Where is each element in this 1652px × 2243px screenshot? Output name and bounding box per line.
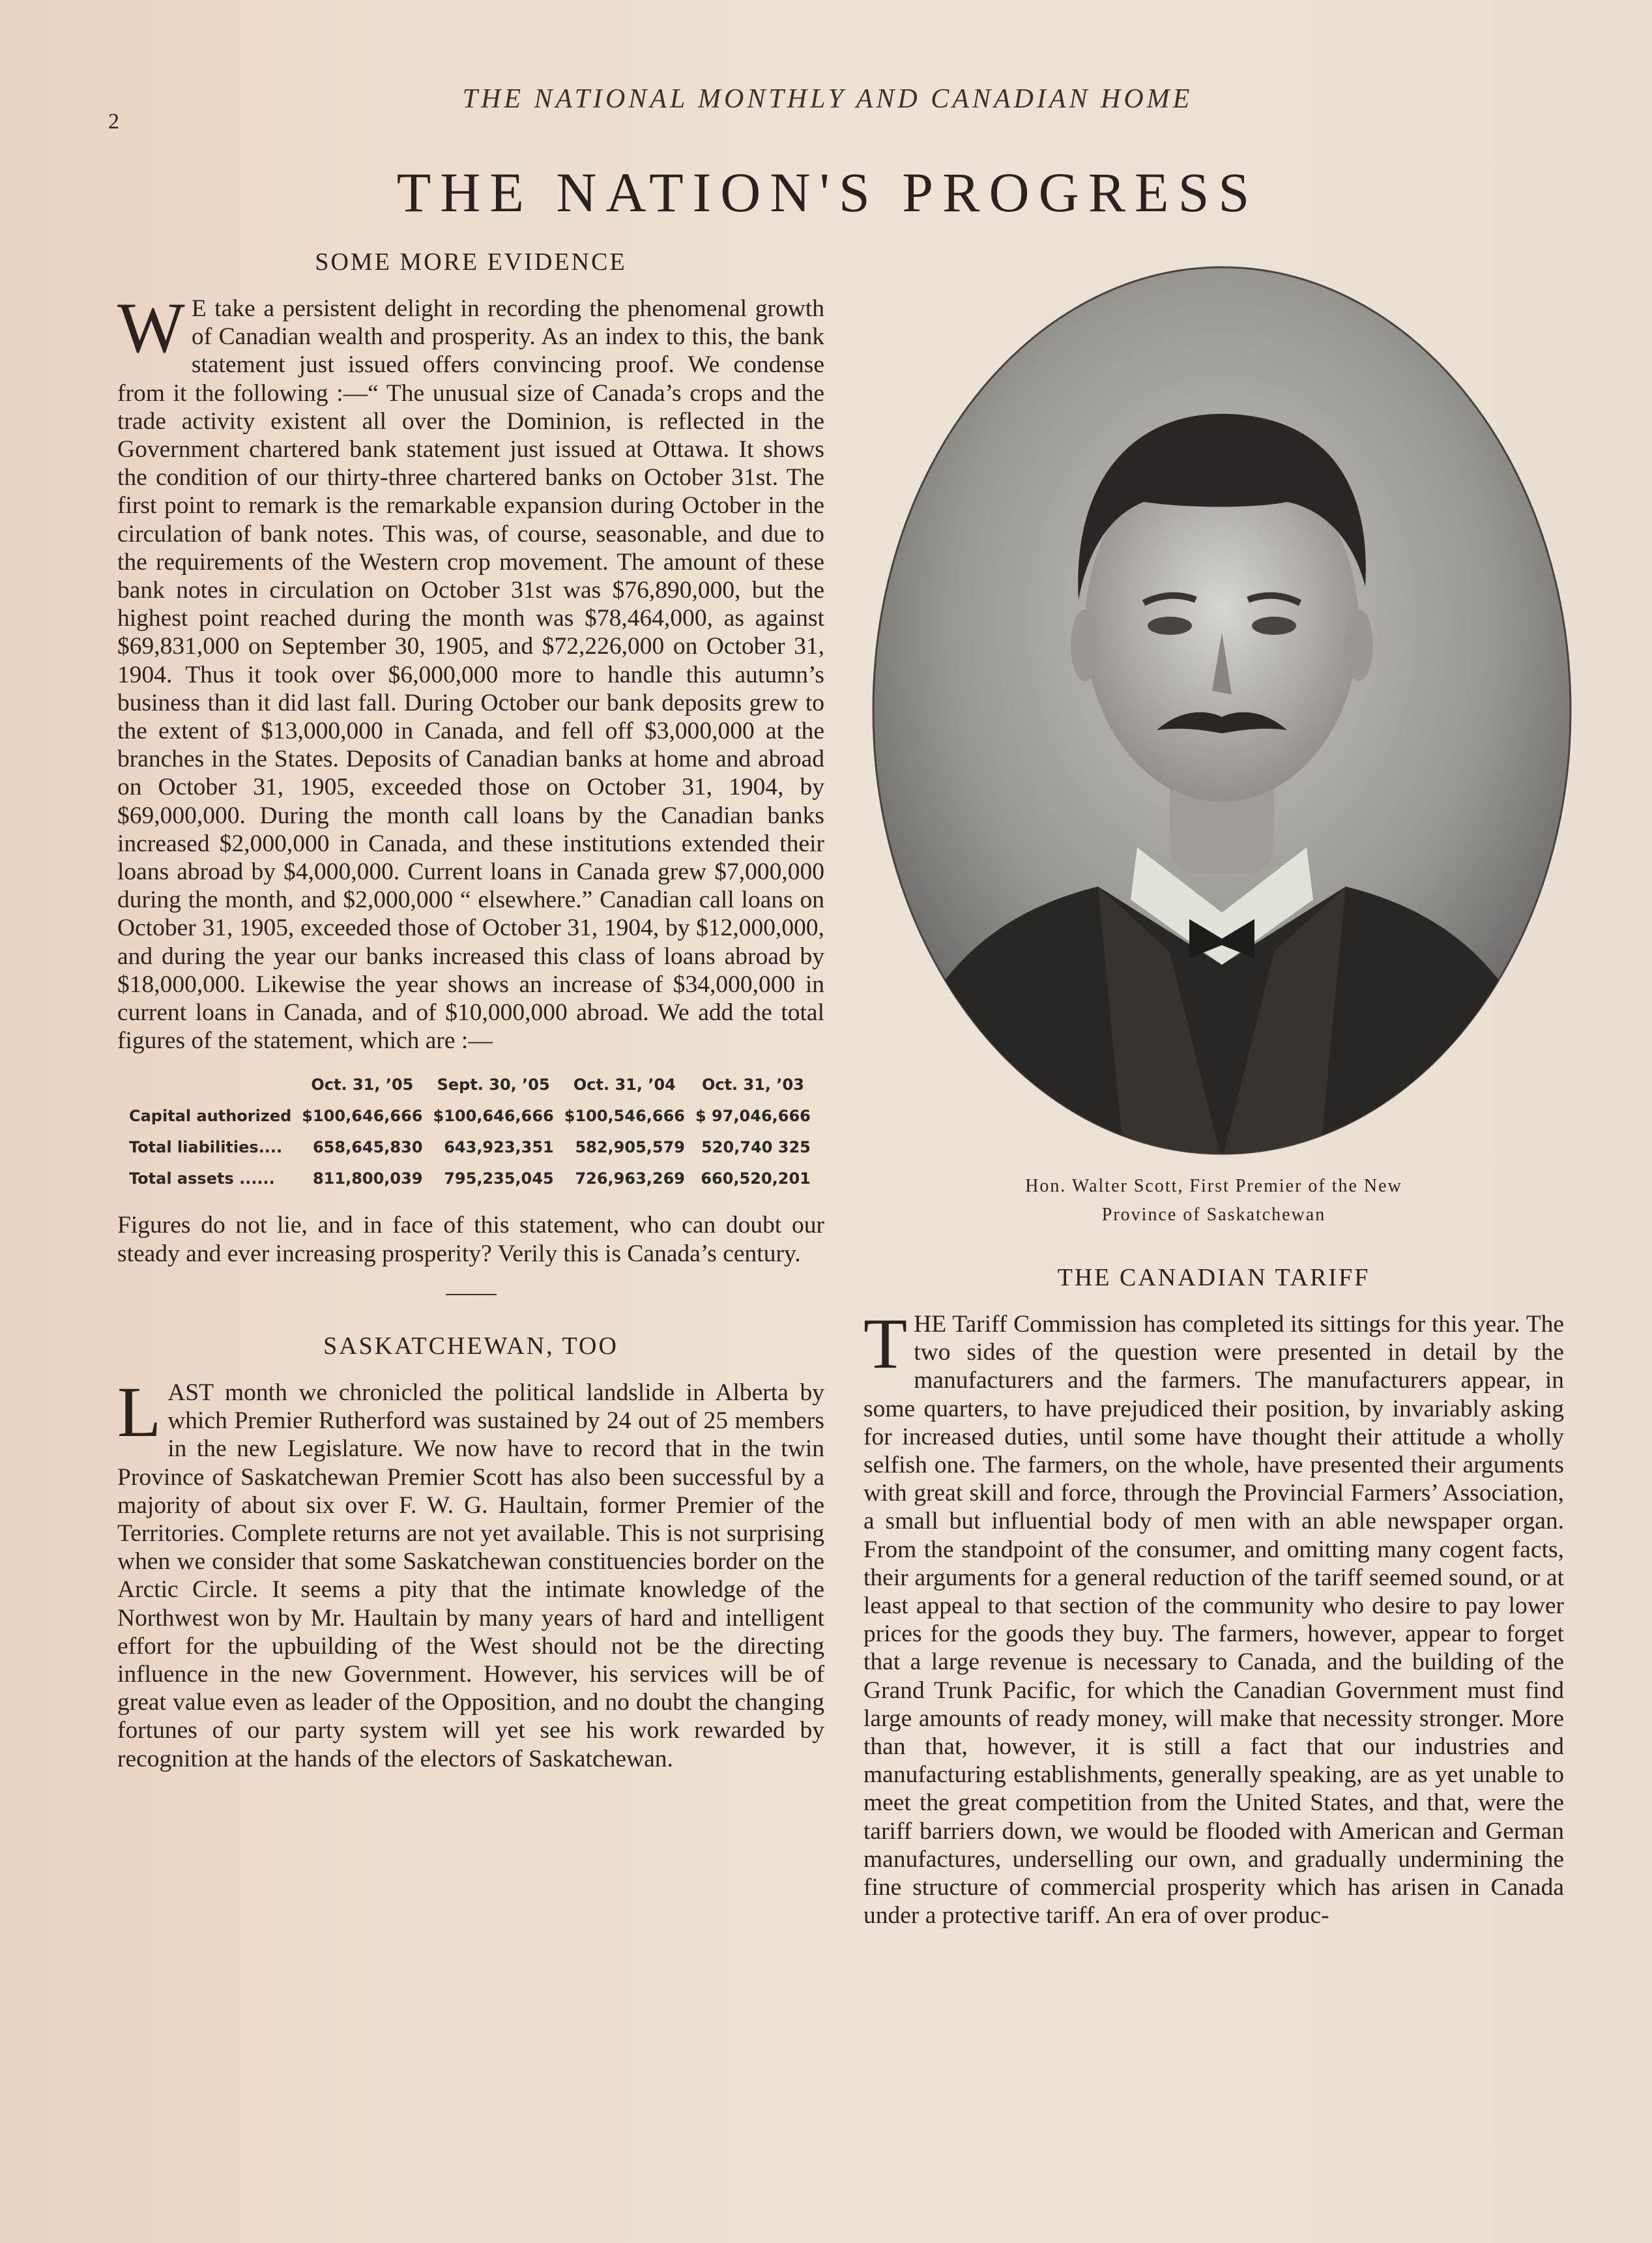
table-header: Oct. 31, ’04: [573, 1076, 676, 1094]
portrait-photo: [863, 261, 1580, 1160]
table-cell: $100,646,666: [302, 1107, 423, 1126]
table-cell: Total liabilities....: [129, 1138, 283, 1157]
table-header: Sept. 30, ’05: [437, 1076, 550, 1094]
portrait-image: [863, 261, 1580, 1160]
bank-statement-table: [124, 1069, 816, 1194]
table-cell: 811,800,039: [312, 1169, 423, 1188]
article-evidence-text: [117, 288, 824, 1055]
table-row: [124, 1100, 816, 1132]
table-cell: 582,905,579: [575, 1138, 685, 1157]
table-cell: Total assets ......: [129, 1169, 275, 1188]
caption-line: Province of Saskatchewan: [1101, 1205, 1326, 1225]
table-cell: 660,520,201: [701, 1169, 811, 1188]
table-cell: 658,645,830: [312, 1138, 423, 1157]
article-evidence-conclusion: Figures do not lie, and in face of this statement, who can doubt our steady and ever increasing prosperity? Verily this is Canada’s century.: [117, 1212, 824, 1267]
table-cell: 726,963,269: [575, 1169, 685, 1188]
page-number: 2: [108, 110, 119, 134]
page-title: THE NATION'S PROGRESS: [396, 161, 1259, 224]
table-cell: $100,646,666: [433, 1107, 554, 1126]
article-evidence-body: E take a persistent delight in recording the phenomenal growth of Canadian wealth and prosperity. As an index to this, the bank statement just issued offers convincing proof. We condense from it the following :—“ The unusual size of Canada’s crops and the trade activity existent all over the Dominion, is reflected in the Government chartered bank statement just issued at Ottawa. It shows the condition of our thirty-three chartered banks on October 31st. The first point to remark is the remarkable expansion during October in the circulation of bank notes. This was, of course, seasonable, and due to the requirements of the Western crop movement. The amount of these bank notes in circulation on October 31st was $76,890,000, but the highest point reached during the month was $78,464,000, as against $69,831,000 on September 30, 1905, and $72,226,000 on October 31, 1904. Thus it took over $6,000,000 more to handle this autumn’s business than it did last fall. During October our bank deposits grew to the extent of $13,000,000 in Canada, and fell off $3,000,000 at the branches in the States. Deposits of Canadian banks at home and abroad on October 31, 1905, exceeded those on October 31, 1904, by $69,000,000. During the month call loans by the Canadian banks increased $2,000,000 in Canada, and these institutions extended their loans abroad by $4,000,000. Current loans in Canada grew $7,000,000 during the month, and $2,000,000 “ elsewhere.” Canadian call loans on October 31, 1905, exceeded those of October 31, 1904, by $12,000,000, and during the year our banks increased this class of loans abroad by $18,000,000. Likewise the year shows an increase of $34,000,000 in current loans in Canada, and of $10,000,000 abroad. We add the total figures of the statement, which are :—: [117, 295, 824, 1055]
portrait-caption: [863, 1172, 1564, 1229]
article-tariff-text: [863, 1304, 1564, 1929]
article-tariff-body: HE Tariff Commission has completed its sittings for this year. The two sides of the question were presented in detail by the manufacturers and the farmers. The manufacturers appear, in some quarters, to have prejudiced their position, by invariably asking for increased duties, until some have thought their attitude a wholly selfish one. The farmers, on the whole, have presented their arguments with great skill and force, through the Provincial Farmers’ Association, a small but influential body of men with an able newspaper organ. From the standpoint of the consumer, and omitting many cogent facts, their arguments for a general reduction of the tariff seemed sound, or at least appeal to that section of the community who desire to pay lower prices for the goods they buy. The farmers, however, appear to forget that a large revenue is necessary to Canada, and the building of the Grand Trunk Pacific, for which the Canadian Government must find large amounts of ready money, will make that necessity stronger. More than that, however, it is still a fact that our industries and manufacturing establishments, generally speaking, are as yet unable to meet the great competition from the United States, and that, were the tariff barriers down, we would be flooded with American and German manufactures, underselling our own, and gradually undermining the fine structure of commercial prosperity which has arisen in Canada under a protective tariff. An era of over produc-: [863, 1311, 1564, 1929]
table-header: [124, 1069, 297, 1100]
table-cell: 520,740 325: [701, 1138, 811, 1157]
right-column: [863, 261, 1564, 1929]
article-saskatchewan-body: AST month we chronicled the political landslide in Alberta by which Premier Rutherford was sustained by 24 out of 25 members in the new Legislature. We now have to record that in the twin Province of Saskatchewan Premier Scott has also been successful by a majority of about six over F. W. G. Haultain, former Premier of the Territories. Complete returns are not yet available. This is not surprising when we consider that some Saskatchewan constituencies border on the Arctic Circle. It seems a pity that the intimate knowledge of the Northwest won by Mr. Haultain by many years of hard and intelligent effort for the upbuilding of the West should not be the directing influence in the new Government. However, his services will be of great value even as leader of the Opposition, and no doubt the changing fortunes of our party system will yet see his work rewarded by recognition at the hands of the electors of Saskatchewan.: [117, 1379, 824, 1772]
running-head: THE NATIONAL MONTHLY AND CANADIAN HOME: [462, 84, 1193, 114]
article-saskatchewan-text: [117, 1371, 824, 1773]
table-cell: Capital authorized: [129, 1107, 292, 1126]
dropcap: W: [117, 288, 185, 368]
section-heading-saskatchewan: SASKATCHEWAN, TOO: [323, 1332, 618, 1360]
caption-line: Hon. Walter Scott, First Premier of the New: [1025, 1176, 1402, 1196]
dropcap: T: [863, 1304, 908, 1383]
section-heading-evidence: SOME MORE EVIDENCE: [315, 248, 627, 276]
dropcap: L: [117, 1371, 162, 1452]
left-column: [117, 248, 824, 1773]
table-cell: 643,923,351: [444, 1138, 554, 1157]
table-header-row: [124, 1069, 816, 1100]
table-row: [124, 1163, 816, 1194]
table-cell: $ 97,046,666: [695, 1107, 811, 1126]
section-divider: [446, 1294, 497, 1295]
table-cell: 795,235,045: [444, 1169, 554, 1188]
table-header: Oct. 31, ’03: [701, 1076, 804, 1094]
table-cell: $100,546,666: [564, 1107, 685, 1126]
section-heading-tariff: THE CANADIAN TARIFF: [1057, 1264, 1370, 1291]
table-header: Oct. 31, ’05: [311, 1076, 414, 1094]
table-row: [124, 1132, 816, 1163]
